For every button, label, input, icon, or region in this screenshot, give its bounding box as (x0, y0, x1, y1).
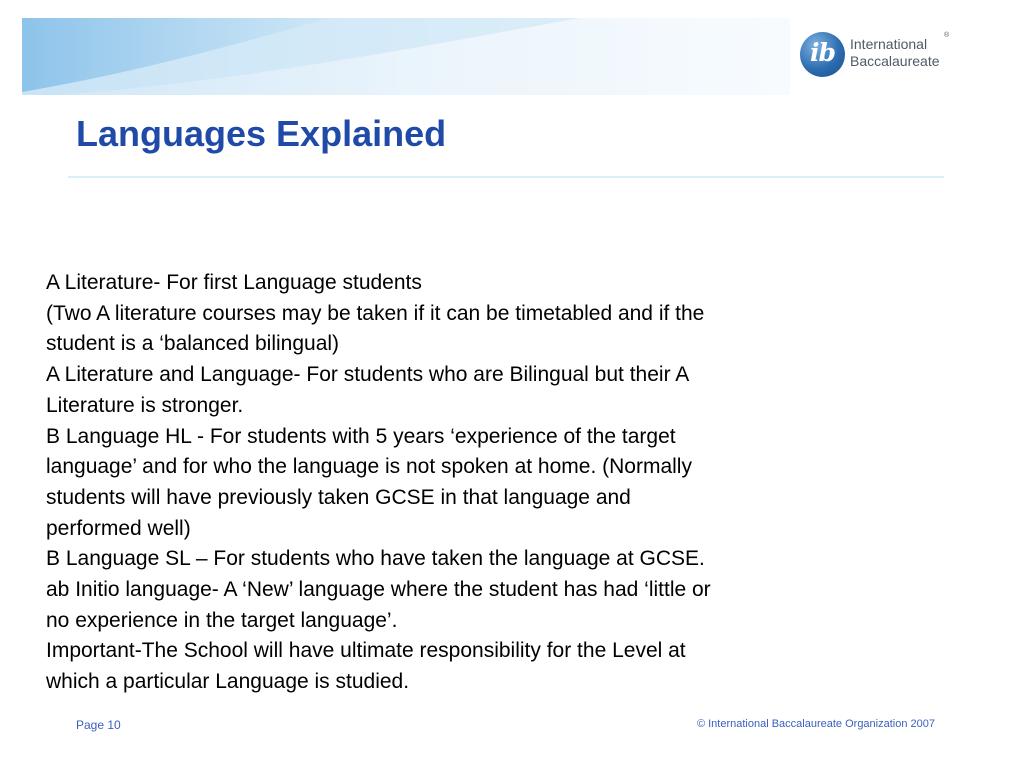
ib-logo-icon (800, 32, 845, 77)
body-line: no experience in the target language’. (46, 608, 398, 632)
ib-logo-glyph: ib (810, 38, 835, 67)
body-line: Important-The School will have ultimate responsibility for the Level at (46, 639, 686, 663)
body-line: which a particular Language is studied. (46, 670, 410, 694)
body-line: ab Initio language- A ‘New’ language where the student has had ‘little or (46, 578, 711, 602)
ib-logo (800, 30, 960, 84)
slide-title: Languages Explained (76, 113, 447, 154)
page-number: Page 10 (76, 718, 121, 732)
body-line: language’ and for who the language is not spoken at home. (Normally (46, 455, 692, 479)
logo-line-baccalaureate: Baccalaureate (850, 53, 940, 69)
ib-logo-wordmark (850, 36, 940, 70)
body-line: student is a ‘balanced bilingual) (46, 332, 340, 356)
body-line: Literature is stronger. (46, 393, 244, 417)
logo-line-international: International (850, 36, 928, 52)
title-divider (68, 176, 944, 178)
body-line: A Literature- For first Language students (46, 271, 422, 294)
body-line: (Two A literature courses may be taken if it can be timetabled and if the (46, 301, 705, 325)
body-line: B Language SL – For students who have taken the language at GCSE. (46, 547, 705, 571)
registered-mark: ® (944, 32, 950, 39)
body-line: performed well) (46, 516, 191, 540)
copyright-notice: © International Baccalaureate Organization 2007 (696, 718, 935, 730)
body-line: students will have previously taken GCSE in that language and (46, 485, 631, 509)
body-line: B Language HL - For students with 5 years ‘experience of the target (46, 424, 676, 448)
body-line: A Literature and Language- For students who are Bilingual but their A (46, 363, 690, 387)
body-text (46, 268, 986, 698)
